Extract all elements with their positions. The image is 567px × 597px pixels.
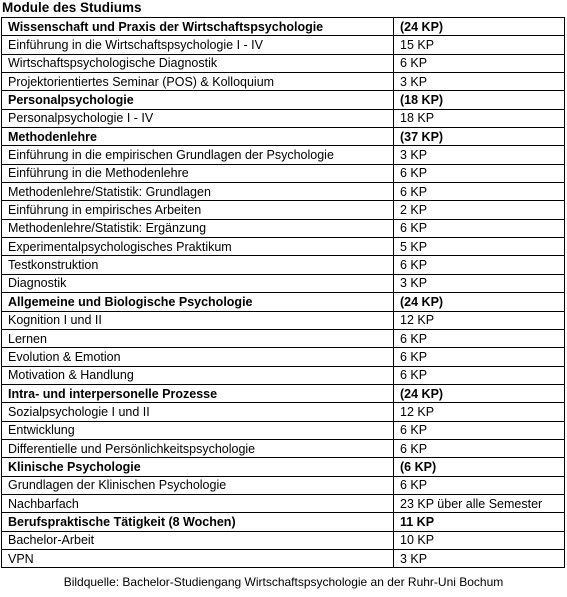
module-row — [2, 403, 565, 421]
credits-cell: 3 KP — [394, 146, 565, 164]
section-row — [2, 91, 565, 109]
credits-cell: 10 KP — [394, 531, 565, 549]
credits-cell: 6 KP — [394, 329, 565, 347]
module-row — [2, 476, 565, 494]
module-name-cell: Lernen — [2, 329, 394, 347]
module-row — [2, 274, 565, 292]
credits-cell: 15 KP — [394, 36, 565, 54]
module-name-cell: Grundlagen der Klinischen Psychologie — [2, 476, 394, 494]
section-row — [2, 513, 565, 531]
credits-cell: 6 KP — [394, 421, 565, 439]
module-row — [2, 439, 565, 457]
module-name-cell: Motivation & Handlung — [2, 366, 394, 384]
module-row — [2, 256, 565, 274]
module-row — [2, 329, 565, 347]
image-source-caption: Bildquelle: Bachelor-Studiengang Wirtschaftspsychologie an der Ruhr-Uni Bochum — [63, 575, 504, 589]
module-name-cell: Projektorientiertes Seminar (POS) & Kolloquium — [2, 73, 394, 91]
module-row — [2, 164, 565, 182]
module-name-cell: Personalpsychologie I - IV — [2, 109, 394, 127]
module-name-cell: Wirtschaftspsychologische Diagnostik — [2, 54, 394, 72]
module-name-cell: Diagnostik — [2, 274, 394, 292]
module-name-cell: Methodenlehre — [2, 128, 394, 146]
module-name-cell: VPN — [2, 549, 394, 567]
module-row — [2, 54, 565, 72]
module-name-cell: Differentielle und Persönlichkeitspsychologie — [2, 439, 394, 457]
module-row — [2, 421, 565, 439]
module-row — [2, 348, 565, 366]
credits-cell: (24 KP) — [394, 18, 565, 36]
credits-cell: 6 KP — [394, 366, 565, 384]
module-row — [2, 109, 565, 127]
credits-cell: 3 KP — [394, 73, 565, 91]
module-name-cell: Berufspraktische Tätigkeit (8 Wochen) — [2, 513, 394, 531]
credits-cell: 6 KP — [394, 54, 565, 72]
module-name-cell: Entwicklung — [2, 421, 394, 439]
credits-cell: (24 KP) — [394, 293, 565, 311]
module-row — [2, 73, 565, 91]
credits-cell: 5 KP — [394, 238, 565, 256]
module-row — [2, 549, 565, 567]
module-row — [2, 146, 565, 164]
section-row — [2, 293, 565, 311]
module-name-cell: Evolution & Emotion — [2, 348, 394, 366]
credits-cell: 23 KP über alle Semester — [394, 494, 565, 512]
credits-cell: (6 KP) — [394, 458, 565, 476]
module-name-cell: Einführung in empirisches Arbeiten — [2, 201, 394, 219]
credits-cell: 6 KP — [394, 164, 565, 182]
module-name-cell: Testkonstruktion — [2, 256, 394, 274]
module-row — [2, 36, 565, 54]
table-heading: Module des Studiums — [2, 0, 142, 15]
module-row — [2, 201, 565, 219]
section-row — [2, 128, 565, 146]
module-name-cell: Einführung in die Methodenlehre — [2, 164, 394, 182]
credits-cell: 6 KP — [394, 476, 565, 494]
credits-cell: 11 KP — [394, 513, 565, 531]
module-name-cell: Experimentalpsychologisches Praktikum — [2, 238, 394, 256]
credits-cell: 12 KP — [394, 311, 565, 329]
credits-cell: (24 KP) — [394, 384, 565, 402]
module-name-cell: Klinische Psychologie — [2, 458, 394, 476]
credits-cell: 6 KP — [394, 219, 565, 237]
module-row — [2, 531, 565, 549]
credits-cell: (18 KP) — [394, 91, 565, 109]
credits-cell: (37 KP) — [394, 128, 565, 146]
module-row — [2, 494, 565, 512]
section-row — [2, 18, 565, 36]
credits-cell: 6 KP — [394, 348, 565, 366]
credits-cell: 3 KP — [394, 549, 565, 567]
module-row — [2, 366, 565, 384]
module-name-cell: Methodenlehre/Statistik: Grundlagen — [2, 183, 394, 201]
credits-cell: 2 KP — [394, 201, 565, 219]
module-name-cell: Wissenschaft und Praxis der Wirtschaftspsychologie — [2, 18, 394, 36]
module-name-cell: Einführung in die empirischen Grundlagen der Psychologie — [2, 146, 394, 164]
credits-cell: 3 KP — [394, 274, 565, 292]
credits-cell: 18 KP — [394, 109, 565, 127]
module-name-cell: Kognition I und II — [2, 311, 394, 329]
module-name-cell: Bachelor-Arbeit — [2, 531, 394, 549]
module-name-cell: Sozialpsychologie I und II — [2, 403, 394, 421]
module-row — [2, 238, 565, 256]
module-name-cell: Methodenlehre/Statistik: Ergänzung — [2, 219, 394, 237]
module-name-cell: Allgemeine und Biologische Psychologie — [2, 293, 394, 311]
modules-table-body — [2, 18, 565, 568]
credits-cell: 12 KP — [394, 403, 565, 421]
module-row — [2, 311, 565, 329]
module-row — [2, 219, 565, 237]
module-name-cell: Intra- und interpersonelle Prozesse — [2, 384, 394, 402]
section-row — [2, 458, 565, 476]
credits-cell: 6 KP — [394, 183, 565, 201]
module-row — [2, 183, 565, 201]
credits-cell: 6 KP — [394, 256, 565, 274]
credits-cell: 6 KP — [394, 439, 565, 457]
module-name-cell: Nachbarfach — [2, 494, 394, 512]
section-row — [2, 384, 565, 402]
module-name-cell: Einführung in die Wirtschaftspsychologie I - IV — [2, 36, 394, 54]
modules-table — [1, 17, 565, 568]
module-name-cell: Personalpsychologie — [2, 91, 394, 109]
